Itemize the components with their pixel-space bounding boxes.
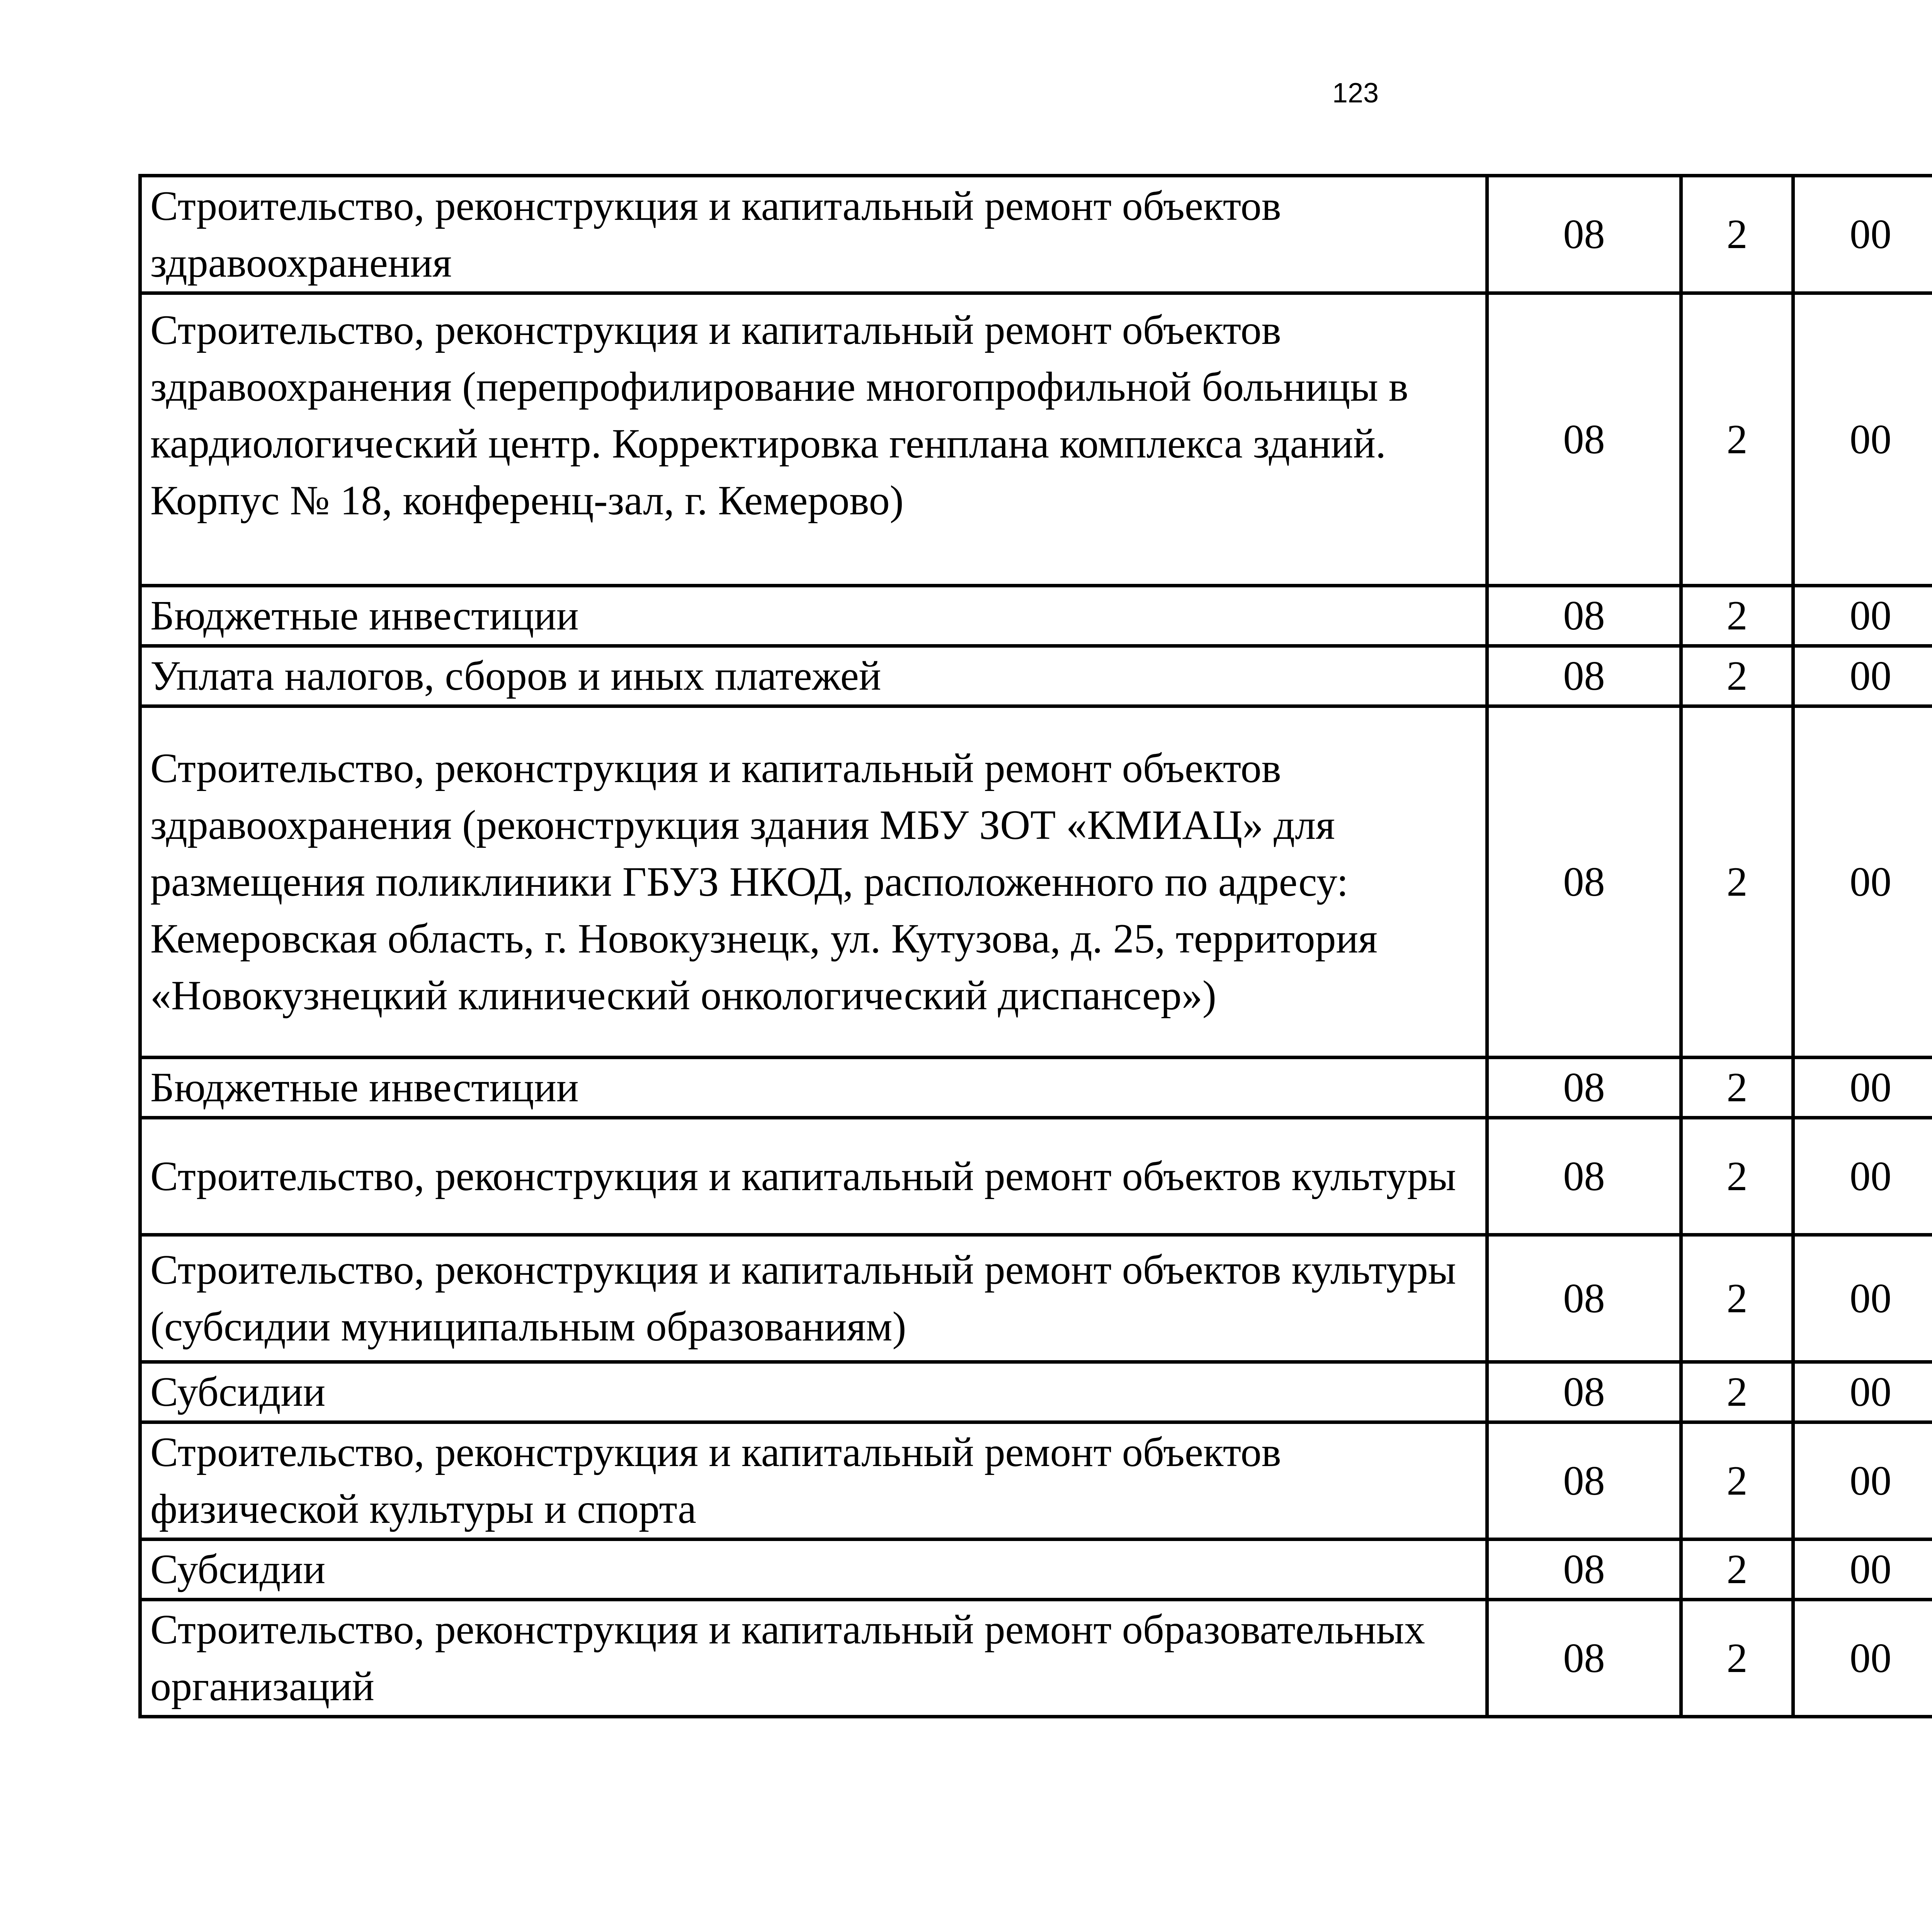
row-program: 2 [1681, 293, 1793, 586]
row-name: Субсидии [140, 1362, 1487, 1422]
row-subprogram: 00 [1793, 586, 1932, 646]
row-subprogram: 00 [1793, 1539, 1932, 1600]
table-row [140, 1362, 1932, 1422]
table-row [140, 586, 1932, 646]
row-name: Строительство, реконструкция и капитальный ремонт объектов физической культуры и спорта [140, 1422, 1487, 1539]
table-row [140, 176, 1932, 293]
table-row [140, 646, 1932, 706]
row-section: 08 [1487, 1235, 1681, 1362]
row-program: 2 [1681, 1118, 1793, 1235]
row-subprogram: 00 [1793, 1362, 1932, 1422]
row-section: 08 [1487, 1118, 1681, 1235]
row-subprogram: 00 [1793, 1058, 1932, 1118]
row-program: 2 [1681, 1058, 1793, 1118]
row-program: 2 [1681, 586, 1793, 646]
table-row [140, 1118, 1932, 1235]
row-subprogram: 00 [1793, 1422, 1932, 1539]
row-section: 08 [1487, 1362, 1681, 1422]
table-row [140, 1600, 1932, 1717]
row-subprogram: 00 [1793, 646, 1932, 706]
row-program: 2 [1681, 1362, 1793, 1422]
row-subprogram: 00 [1793, 1600, 1932, 1717]
row-name: Субсидии [140, 1539, 1487, 1600]
row-subprogram: 00 [1793, 176, 1932, 293]
row-program: 2 [1681, 1422, 1793, 1539]
table-row [140, 1422, 1932, 1539]
row-program: 2 [1681, 1235, 1793, 1362]
row-program: 2 [1681, 176, 1793, 293]
budget-table [138, 174, 1932, 1718]
row-section: 08 [1487, 646, 1681, 706]
row-section: 08 [1487, 1058, 1681, 1118]
row-name: Бюджетные инвестиции [140, 586, 1487, 646]
row-section: 08 [1487, 176, 1681, 293]
row-subprogram: 00 [1793, 293, 1932, 586]
row-name: Строительство, реконструкция и капитальный ремонт объектов культуры [140, 1118, 1487, 1235]
table-row [140, 1539, 1932, 1600]
row-name: Строительство, реконструкция и капитальный ремонт объектов здравоохранения (перепрофилирование многопрофильной больницы в кардиологический центр. Корректировка генплана комплекса зданий. Корпус № 18, конференц-зал, г. Кемерово) [140, 293, 1487, 586]
row-program: 2 [1681, 1539, 1793, 1600]
row-section: 08 [1487, 586, 1681, 646]
row-program: 2 [1681, 1600, 1793, 1717]
row-program: 2 [1681, 706, 1793, 1058]
row-name: Бюджетные инвестиции [140, 1058, 1487, 1118]
table-row [140, 1058, 1932, 1118]
row-subprogram: 00 [1793, 1235, 1932, 1362]
page-number: 123 [1332, 78, 1379, 109]
row-name: Строительство, реконструкция и капитальный ремонт объектов здравоохранения [140, 176, 1487, 293]
row-subprogram: 00 [1793, 1118, 1932, 1235]
row-name: Строительство, реконструкция и капитальный ремонт образовательных организаций [140, 1600, 1487, 1717]
row-section: 08 [1487, 1422, 1681, 1539]
table-row [140, 706, 1932, 1058]
row-section: 08 [1487, 1539, 1681, 1600]
row-name: Строительство, реконструкция и капитальный ремонт объектов культуры (субсидии муниципальным образованиям) [140, 1235, 1487, 1362]
row-section: 08 [1487, 1600, 1681, 1717]
row-name: Уплата налогов, сборов и иных платежей [140, 646, 1487, 706]
row-section: 08 [1487, 293, 1681, 586]
table-row [140, 293, 1932, 586]
row-program: 2 [1681, 646, 1793, 706]
table-row [140, 1235, 1932, 1362]
row-subprogram: 00 [1793, 706, 1932, 1058]
row-name: Строительство, реконструкция и капитальный ремонт объектов здравоохранения (реконструкция здания МБУ ЗОТ «КМИАЦ» для размещения поликлиники ГБУЗ НКОД, расположенного по адресу: Кемеровская область, г. Новокузнецк, ул. Кутузова, д. 25, территория «Новокузнецкий клинический онкологический диспансер») [140, 706, 1487, 1058]
row-section: 08 [1487, 706, 1681, 1058]
